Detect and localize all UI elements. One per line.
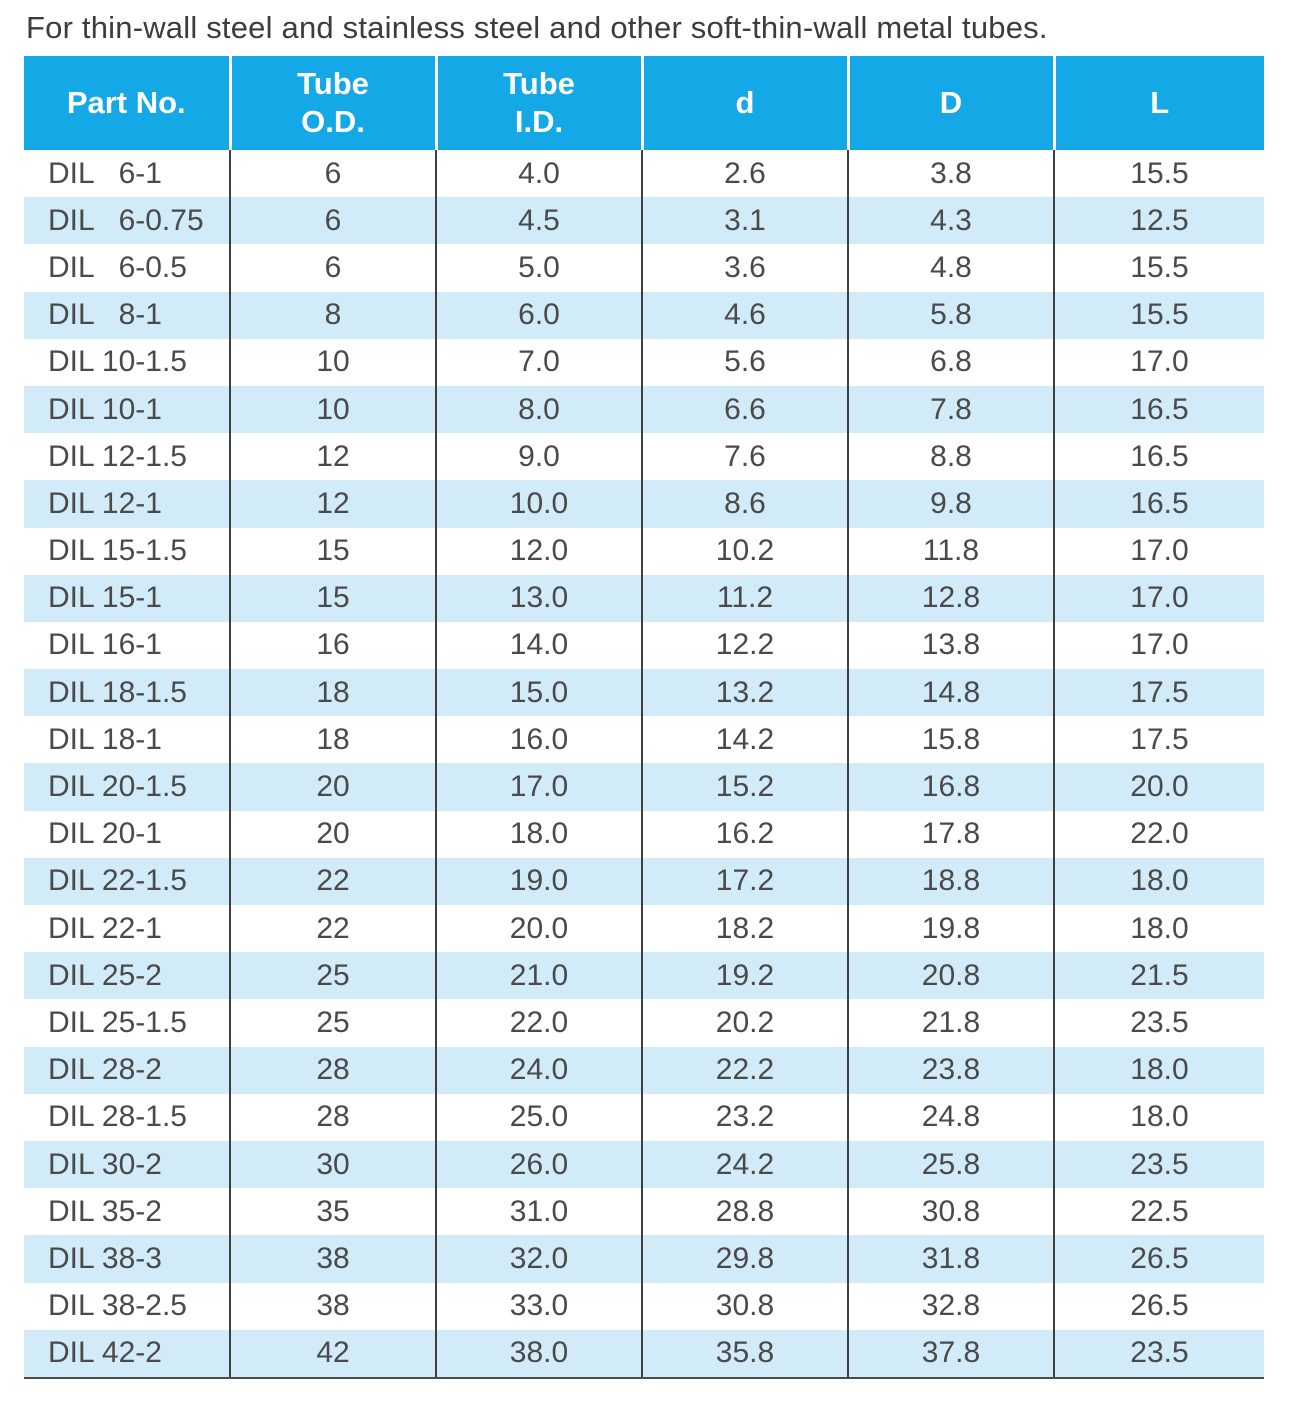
cell-l: 18.0: [1054, 858, 1264, 905]
cell-part-no: DIL 12-1: [24, 480, 230, 527]
cell-part-no: DIL 25-1.5: [24, 999, 230, 1046]
cell-tube-id: 38.0: [436, 1330, 642, 1378]
cell-big-d: 19.8: [848, 905, 1054, 952]
cell-small-d: 17.2: [642, 858, 848, 905]
cell-l: 18.0: [1054, 905, 1264, 952]
cell-l: 23.5: [1054, 999, 1264, 1046]
table-body: [24, 150, 1264, 1378]
cell-part-no: DIL 15-1: [24, 575, 230, 622]
cell-l: 17.0: [1054, 622, 1264, 669]
cell-big-d: 32.8: [848, 1283, 1054, 1330]
cell-small-d: 30.8: [642, 1283, 848, 1330]
tube-spec-table: [24, 56, 1264, 1379]
table-row: [24, 433, 1264, 480]
cell-tube-od: 28: [230, 1094, 436, 1141]
table-row: [24, 1235, 1264, 1282]
cell-l: 26.5: [1054, 1283, 1264, 1330]
table-header: [24, 56, 1264, 150]
cell-big-d: 31.8: [848, 1235, 1054, 1282]
cell-tube-od: 12: [230, 480, 436, 527]
table-caption: For thin-wall steel and stainless steel and other soft-thin-wall metal tubes.: [26, 10, 1048, 45]
table-row: [24, 1188, 1264, 1235]
header-big-d: D: [848, 56, 1054, 150]
cell-big-d: 12.8: [848, 575, 1054, 622]
table-row: [24, 575, 1264, 622]
table-row: [24, 1283, 1264, 1330]
cell-small-d: 23.2: [642, 1094, 848, 1141]
cell-tube-id: 18.0: [436, 811, 642, 858]
cell-tube-id: 6.0: [436, 292, 642, 339]
cell-small-d: 24.2: [642, 1141, 848, 1188]
cell-big-d: 4.3: [848, 197, 1054, 244]
cell-l: 17.0: [1054, 528, 1264, 575]
cell-tube-od: 8: [230, 292, 436, 339]
cell-tube-od: 6: [230, 197, 436, 244]
cell-part-no: DIL 25-2: [24, 952, 230, 999]
cell-tube-od: 25: [230, 952, 436, 999]
cell-l: 22.0: [1054, 811, 1264, 858]
cell-tube-id: 9.0: [436, 433, 642, 480]
table-row: [24, 480, 1264, 527]
cell-small-d: 18.2: [642, 905, 848, 952]
table-row: [24, 763, 1264, 810]
cell-big-d: 37.8: [848, 1330, 1054, 1378]
cell-part-no: DIL 38-3: [24, 1235, 230, 1282]
cell-small-d: 2.6: [642, 150, 848, 197]
cell-big-d: 25.8: [848, 1141, 1054, 1188]
cell-part-no: DIL 18-1.5: [24, 669, 230, 716]
cell-part-no: DIL 10-1: [24, 386, 230, 433]
cell-part-no: DIL 15-1.5: [24, 528, 230, 575]
cell-tube-od: 22: [230, 858, 436, 905]
cell-tube-id: 33.0: [436, 1283, 642, 1330]
cell-l: 17.5: [1054, 669, 1264, 716]
cell-small-d: 5.6: [642, 339, 848, 386]
cell-tube-od: 25: [230, 999, 436, 1046]
cell-part-no: DIL 16-1: [24, 622, 230, 669]
cell-l: 22.5: [1054, 1188, 1264, 1235]
cell-tube-id: 5.0: [436, 244, 642, 291]
cell-part-no: DIL 38-2.5: [24, 1283, 230, 1330]
cell-big-d: 5.8: [848, 292, 1054, 339]
cell-big-d: 13.8: [848, 622, 1054, 669]
cell-big-d: 6.8: [848, 339, 1054, 386]
cell-tube-id: 20.0: [436, 905, 642, 952]
cell-tube-id: 16.0: [436, 716, 642, 763]
cell-tube-od: 15: [230, 575, 436, 622]
cell-small-d: 20.2: [642, 999, 848, 1046]
cell-part-no: DIL 22-1.5: [24, 858, 230, 905]
cell-big-d: 4.8: [848, 244, 1054, 291]
table-row: [24, 1141, 1264, 1188]
cell-big-d: 20.8: [848, 952, 1054, 999]
cell-l: 16.5: [1054, 386, 1264, 433]
cell-small-d: 35.8: [642, 1330, 848, 1378]
cell-small-d: 10.2: [642, 528, 848, 575]
table-row: [24, 1047, 1264, 1094]
cell-small-d: 4.6: [642, 292, 848, 339]
cell-l: 15.5: [1054, 292, 1264, 339]
cell-l: 17.5: [1054, 716, 1264, 763]
table-row: [24, 528, 1264, 575]
table-row: [24, 150, 1264, 197]
cell-tube-id: 15.0: [436, 669, 642, 716]
cell-l: 23.5: [1054, 1330, 1264, 1378]
table-row: [24, 1094, 1264, 1141]
cell-tube-od: 20: [230, 811, 436, 858]
cell-big-d: 15.8: [848, 716, 1054, 763]
cell-l: 18.0: [1054, 1094, 1264, 1141]
cell-tube-od: 16: [230, 622, 436, 669]
cell-small-d: 6.6: [642, 386, 848, 433]
cell-l: 15.5: [1054, 150, 1264, 197]
cell-l: 16.5: [1054, 480, 1264, 527]
cell-big-d: 14.8: [848, 669, 1054, 716]
cell-tube-od: 18: [230, 716, 436, 763]
table-row: [24, 622, 1264, 669]
cell-small-d: 3.1: [642, 197, 848, 244]
cell-part-no: DIL 30-2: [24, 1141, 230, 1188]
cell-small-d: 13.2: [642, 669, 848, 716]
cell-tube-od: 15: [230, 528, 436, 575]
cell-small-d: 8.6: [642, 480, 848, 527]
cell-l: 20.0: [1054, 763, 1264, 810]
cell-l: 26.5: [1054, 1235, 1264, 1282]
cell-tube-id: 22.0: [436, 999, 642, 1046]
cell-big-d: 9.8: [848, 480, 1054, 527]
cell-small-d: 12.2: [642, 622, 848, 669]
cell-small-d: 3.6: [642, 244, 848, 291]
cell-l: 23.5: [1054, 1141, 1264, 1188]
cell-part-no: DIL 8-1: [24, 292, 230, 339]
cell-l: 12.5: [1054, 197, 1264, 244]
table-row: [24, 716, 1264, 763]
cell-big-d: 8.8: [848, 433, 1054, 480]
cell-big-d: 3.8: [848, 150, 1054, 197]
cell-part-no: DIL 35-2: [24, 1188, 230, 1235]
cell-part-no: DIL 18-1: [24, 716, 230, 763]
cell-big-d: 21.8: [848, 999, 1054, 1046]
cell-tube-od: 22: [230, 905, 436, 952]
cell-part-no: DIL 20-1.5: [24, 763, 230, 810]
cell-tube-od: 12: [230, 433, 436, 480]
cell-tube-id: 31.0: [436, 1188, 642, 1235]
cell-part-no: DIL 20-1: [24, 811, 230, 858]
cell-tube-od: 6: [230, 244, 436, 291]
cell-small-d: 28.8: [642, 1188, 848, 1235]
header-part-no: Part No.: [24, 56, 230, 150]
table-row: [24, 339, 1264, 386]
cell-tube-od: 38: [230, 1235, 436, 1282]
table-row: [24, 244, 1264, 291]
cell-tube-id: 4.0: [436, 150, 642, 197]
cell-big-d: 17.8: [848, 811, 1054, 858]
cell-big-d: 18.8: [848, 858, 1054, 905]
cell-small-d: 16.2: [642, 811, 848, 858]
cell-tube-id: 25.0: [436, 1094, 642, 1141]
cell-tube-id: 8.0: [436, 386, 642, 433]
cell-l: 16.5: [1054, 433, 1264, 480]
cell-big-d: 24.8: [848, 1094, 1054, 1141]
table-row: [24, 905, 1264, 952]
cell-big-d: 30.8: [848, 1188, 1054, 1235]
cell-tube-id: 13.0: [436, 575, 642, 622]
cell-part-no: DIL 28-2: [24, 1047, 230, 1094]
cell-part-no: DIL 22-1: [24, 905, 230, 952]
cell-tube-od: 28: [230, 1047, 436, 1094]
cell-small-d: 15.2: [642, 763, 848, 810]
cell-big-d: 11.8: [848, 528, 1054, 575]
cell-l: 18.0: [1054, 1047, 1264, 1094]
table-row: [24, 811, 1264, 858]
cell-tube-od: 6: [230, 150, 436, 197]
cell-tube-id: 24.0: [436, 1047, 642, 1094]
cell-tube-od: 35: [230, 1188, 436, 1235]
cell-tube-od: 30: [230, 1141, 436, 1188]
cell-big-d: 7.8: [848, 386, 1054, 433]
cell-l: 21.5: [1054, 952, 1264, 999]
cell-tube-id: 17.0: [436, 763, 642, 810]
cell-tube-id: 10.0: [436, 480, 642, 527]
cell-l: 15.5: [1054, 244, 1264, 291]
cell-part-no: DIL 6-1: [24, 150, 230, 197]
cell-tube-id: 21.0: [436, 952, 642, 999]
cell-part-no: DIL 12-1.5: [24, 433, 230, 480]
cell-small-d: 29.8: [642, 1235, 848, 1282]
cell-small-d: 7.6: [642, 433, 848, 480]
cell-part-no: DIL 6-0.5: [24, 244, 230, 291]
table-row: [24, 952, 1264, 999]
cell-big-d: 23.8: [848, 1047, 1054, 1094]
table-row: [24, 858, 1264, 905]
cell-tube-od: 20: [230, 763, 436, 810]
cell-small-d: 11.2: [642, 575, 848, 622]
cell-tube-od: 38: [230, 1283, 436, 1330]
cell-l: 17.0: [1054, 339, 1264, 386]
table-row: [24, 386, 1264, 433]
cell-part-no: DIL 10-1.5: [24, 339, 230, 386]
cell-small-d: 14.2: [642, 716, 848, 763]
cell-tube-od: 10: [230, 339, 436, 386]
table-row: [24, 1330, 1264, 1378]
header-tube-id: Tube I.D.: [436, 56, 642, 150]
cell-tube-id: 14.0: [436, 622, 642, 669]
table-row: [24, 999, 1264, 1046]
cell-tube-id: 19.0: [436, 858, 642, 905]
cell-tube-id: 26.0: [436, 1141, 642, 1188]
cell-part-no: DIL 6-0.75: [24, 197, 230, 244]
cell-small-d: 22.2: [642, 1047, 848, 1094]
cell-tube-id: 7.0: [436, 339, 642, 386]
cell-big-d: 16.8: [848, 763, 1054, 810]
table-row: [24, 197, 1264, 244]
cell-part-no: DIL 42-2: [24, 1330, 230, 1378]
cell-small-d: 19.2: [642, 952, 848, 999]
cell-tube-id: 32.0: [436, 1235, 642, 1282]
header-l: L: [1054, 56, 1264, 150]
cell-l: 17.0: [1054, 575, 1264, 622]
cell-tube-id: 12.0: [436, 528, 642, 575]
cell-tube-od: 18: [230, 669, 436, 716]
table-row: [24, 669, 1264, 716]
cell-part-no: DIL 28-1.5: [24, 1094, 230, 1141]
table-row: [24, 292, 1264, 339]
header-small-d: d: [642, 56, 848, 150]
cell-tube-id: 4.5: [436, 197, 642, 244]
cell-tube-od: 10: [230, 386, 436, 433]
cell-tube-od: 42: [230, 1330, 436, 1378]
header-tube-od: Tube O.D.: [230, 56, 436, 150]
